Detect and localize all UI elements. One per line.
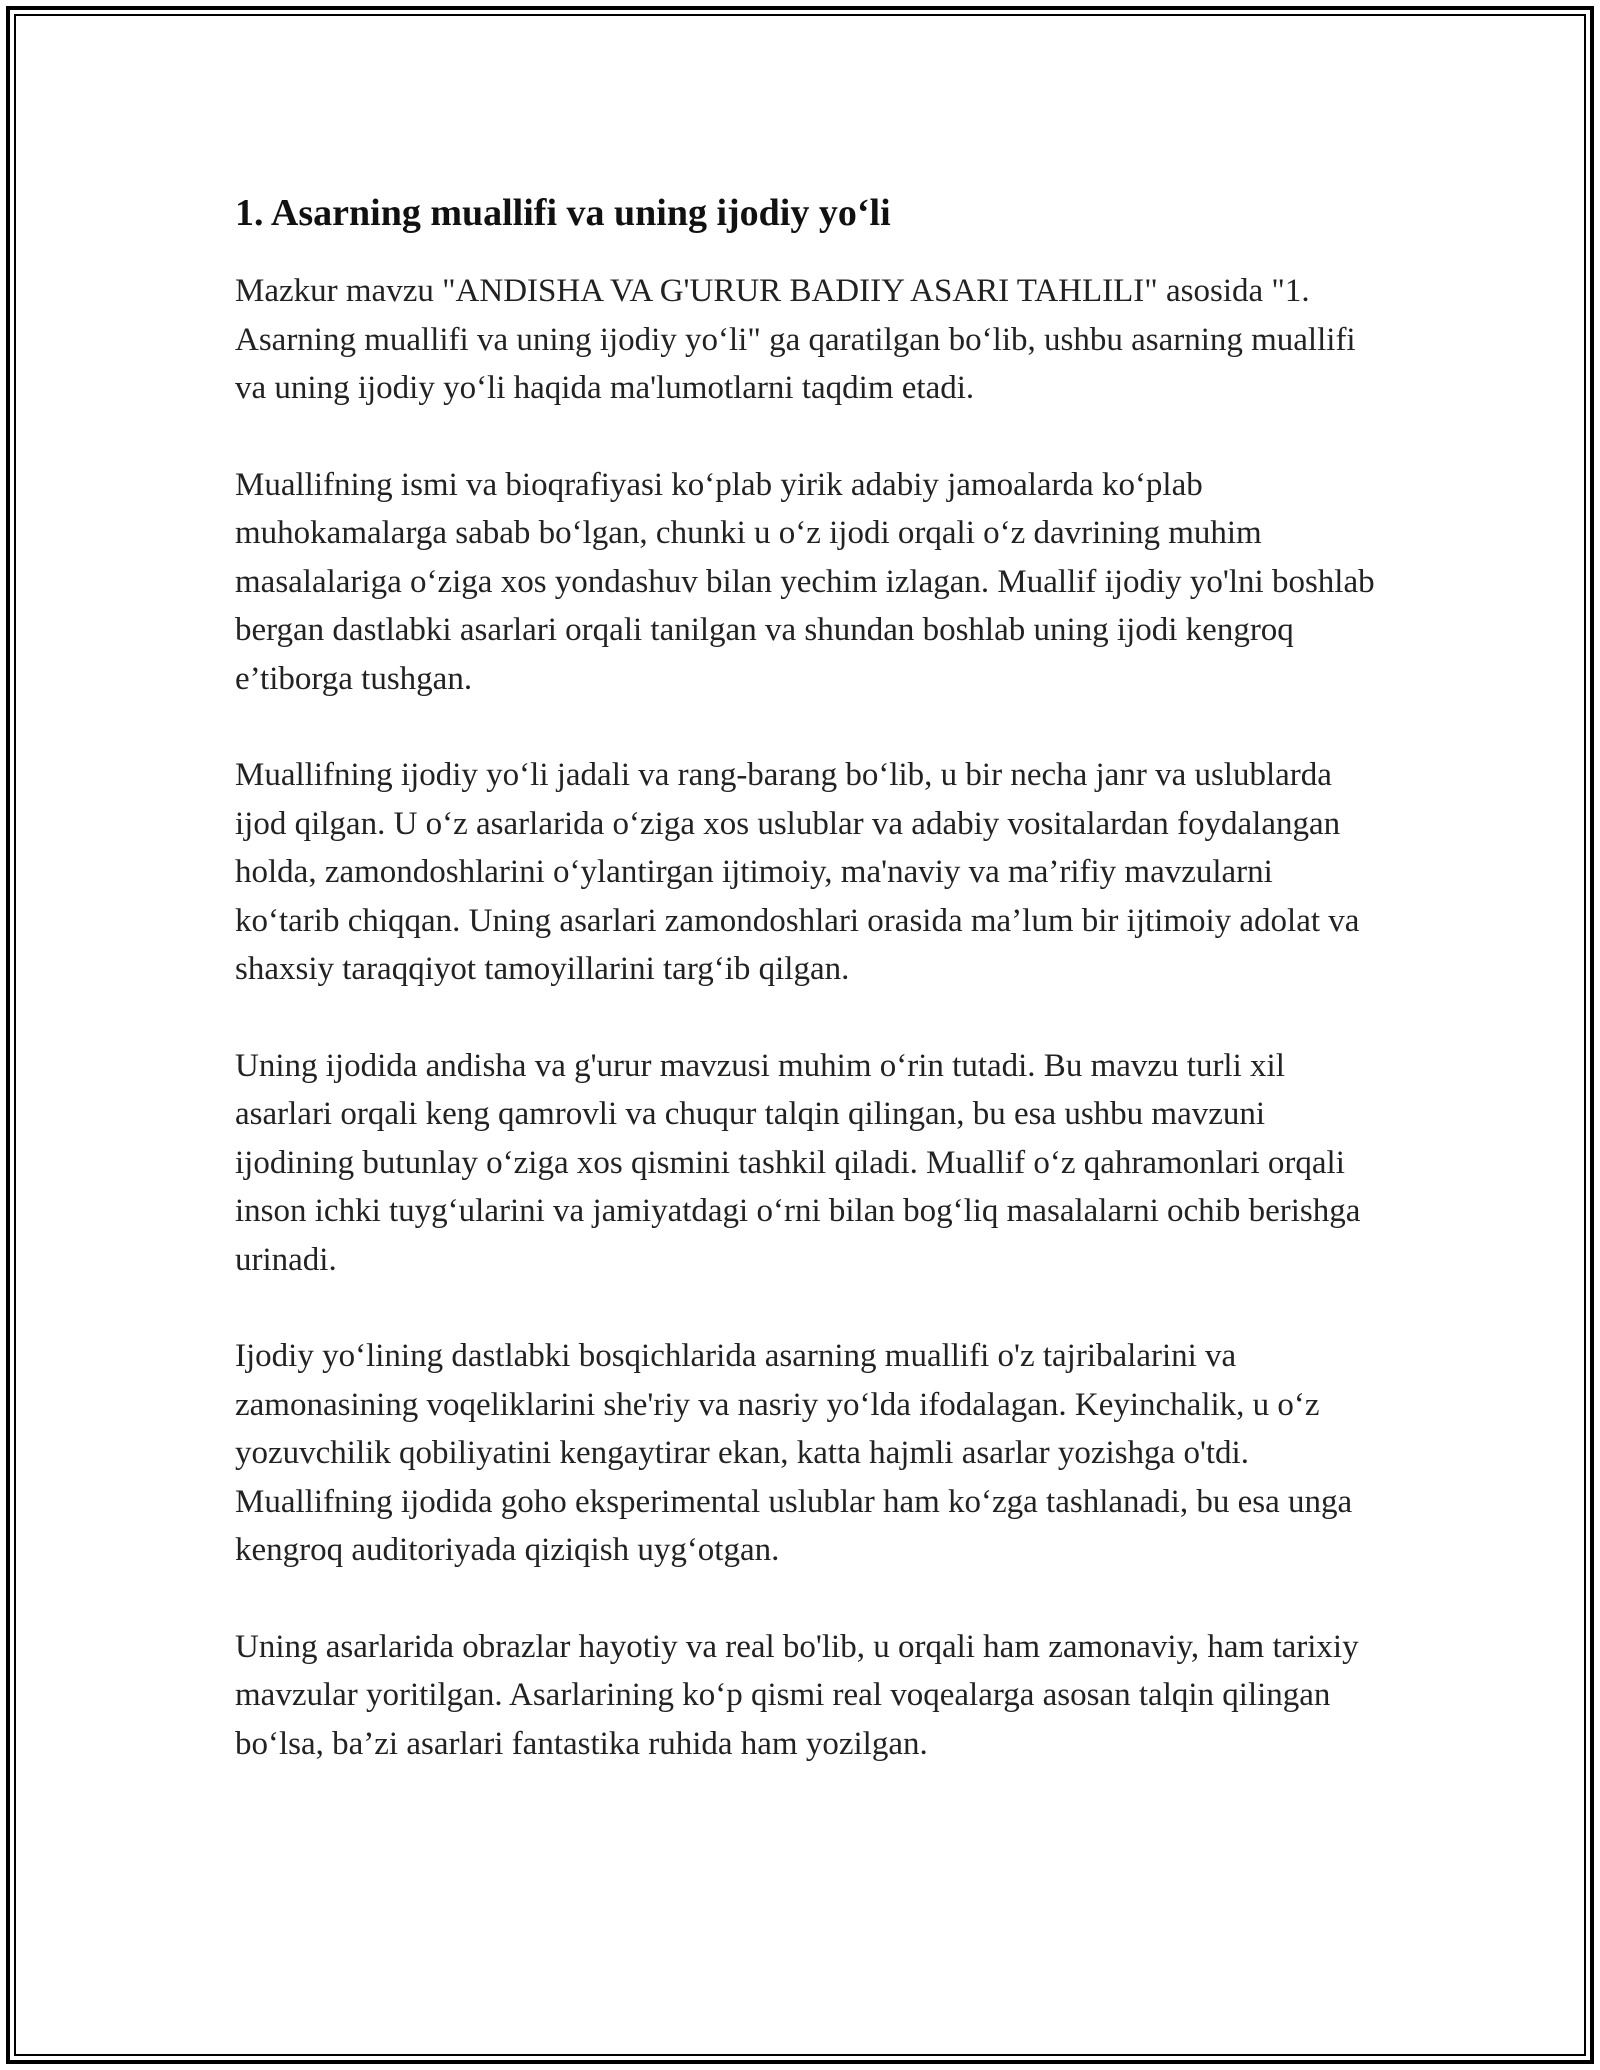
- paragraph-themes: Uning ijodida andisha va g'urur mavzusi muhim o‘rin tutadi. Bu mavzu turli xil asarlari orqali keng qamrovli va chuqur talqin qilingan, bu esa ushbu mavzuni ijodining butunlay o‘ziga xos qismini tashkil qiladi. Muallif o‘z qahramonlari orqali inson ichki tuyg‘ularini va jamiyatdagi o‘rni bilan bog‘liq masalalarni ochib berishga urinadi.: [235, 1047, 1361, 1278]
- section-heading: 1. Asarning muallifi va uning ijodiy yo‘li: [235, 192, 891, 234]
- document-body: [235, 187, 1375, 1816]
- paragraph-creative-path: Muallifning ijodiy yo‘li jadali va rang-barang bo‘lib, u bir necha janr va uslublarda ijod qilgan. U o‘z asarlarida o‘ziga xos uslublar va adabiy vositalardan foydalangan holda, zamondoshlarini o‘ylantirgan ijtimoiy, ma'naviy va ma’rifiy mavzularni ko‘tarib chiqqan. Uning asarlari zamondoshlari orasida ma’lum bir ijtimoiy adolat va shaxsiy taraqqiyot tamoyillarini targ‘ib qilgan.: [235, 757, 1360, 987]
- paragraph-early-stages: Ijodiy yo‘lining dastlabki bosqichlarida asarning muallifi o'z tajribalarini va zamonasining voqeliklarini she'riy va nasriy yo‘lda ifodalagan. Keyinchalik, u o‘z yozuvchilik qobiliyatini kengaytirar ekan, katta hajmli asarlar yozishga o'tdi. Muallifning ijodida goho eksperimental uslublar ham ko‘zga tashlanadi, bu esa unga kengroq auditoriyada qiziqish uyg‘otgan.: [235, 1338, 1353, 1568]
- paragraph-intro: Mazkur mavzu "ANDISHA VA G'URUR BADIIY ASARI TAHLILI" asosida "1. Asarning muallifi va uning ijodiy yo‘li" ga qaratilgan bo‘lib, ushbu asarning muallifi va uning ijodiy yo‘li haqida ma'lumotlarni taqdim etadi.: [235, 273, 1356, 406]
- paragraph-characters: Uning asarlarida obrazlar hayotiy va real bo'lib, u orqali ham zamonaviy, ham tarixiy mavzular yoritilgan. Asarlarining ko‘p qismi real voqealarga asosan talqin qilingan bo‘lsa, ba’zi asarlari fantastika ruhida ham yozilgan.: [235, 1628, 1359, 1762]
- paragraph-biography: Muallifning ismi va bioqrafiyasi ko‘plab yirik adabiy jamoalarda ko‘plab muhokamalarga sabab bo‘lgan, chunki u o‘z ijodi orqali o‘z davrining muhim masalalariga o‘ziga xos yondashuv bilan yechim izlagan. Muallif ijodiy yo'lni boshlab bergan dastlabki asarlari orqali tanilgan va shundan boshlab uning ijodi kengroq e’tiborga tushgan.: [235, 466, 1375, 697]
